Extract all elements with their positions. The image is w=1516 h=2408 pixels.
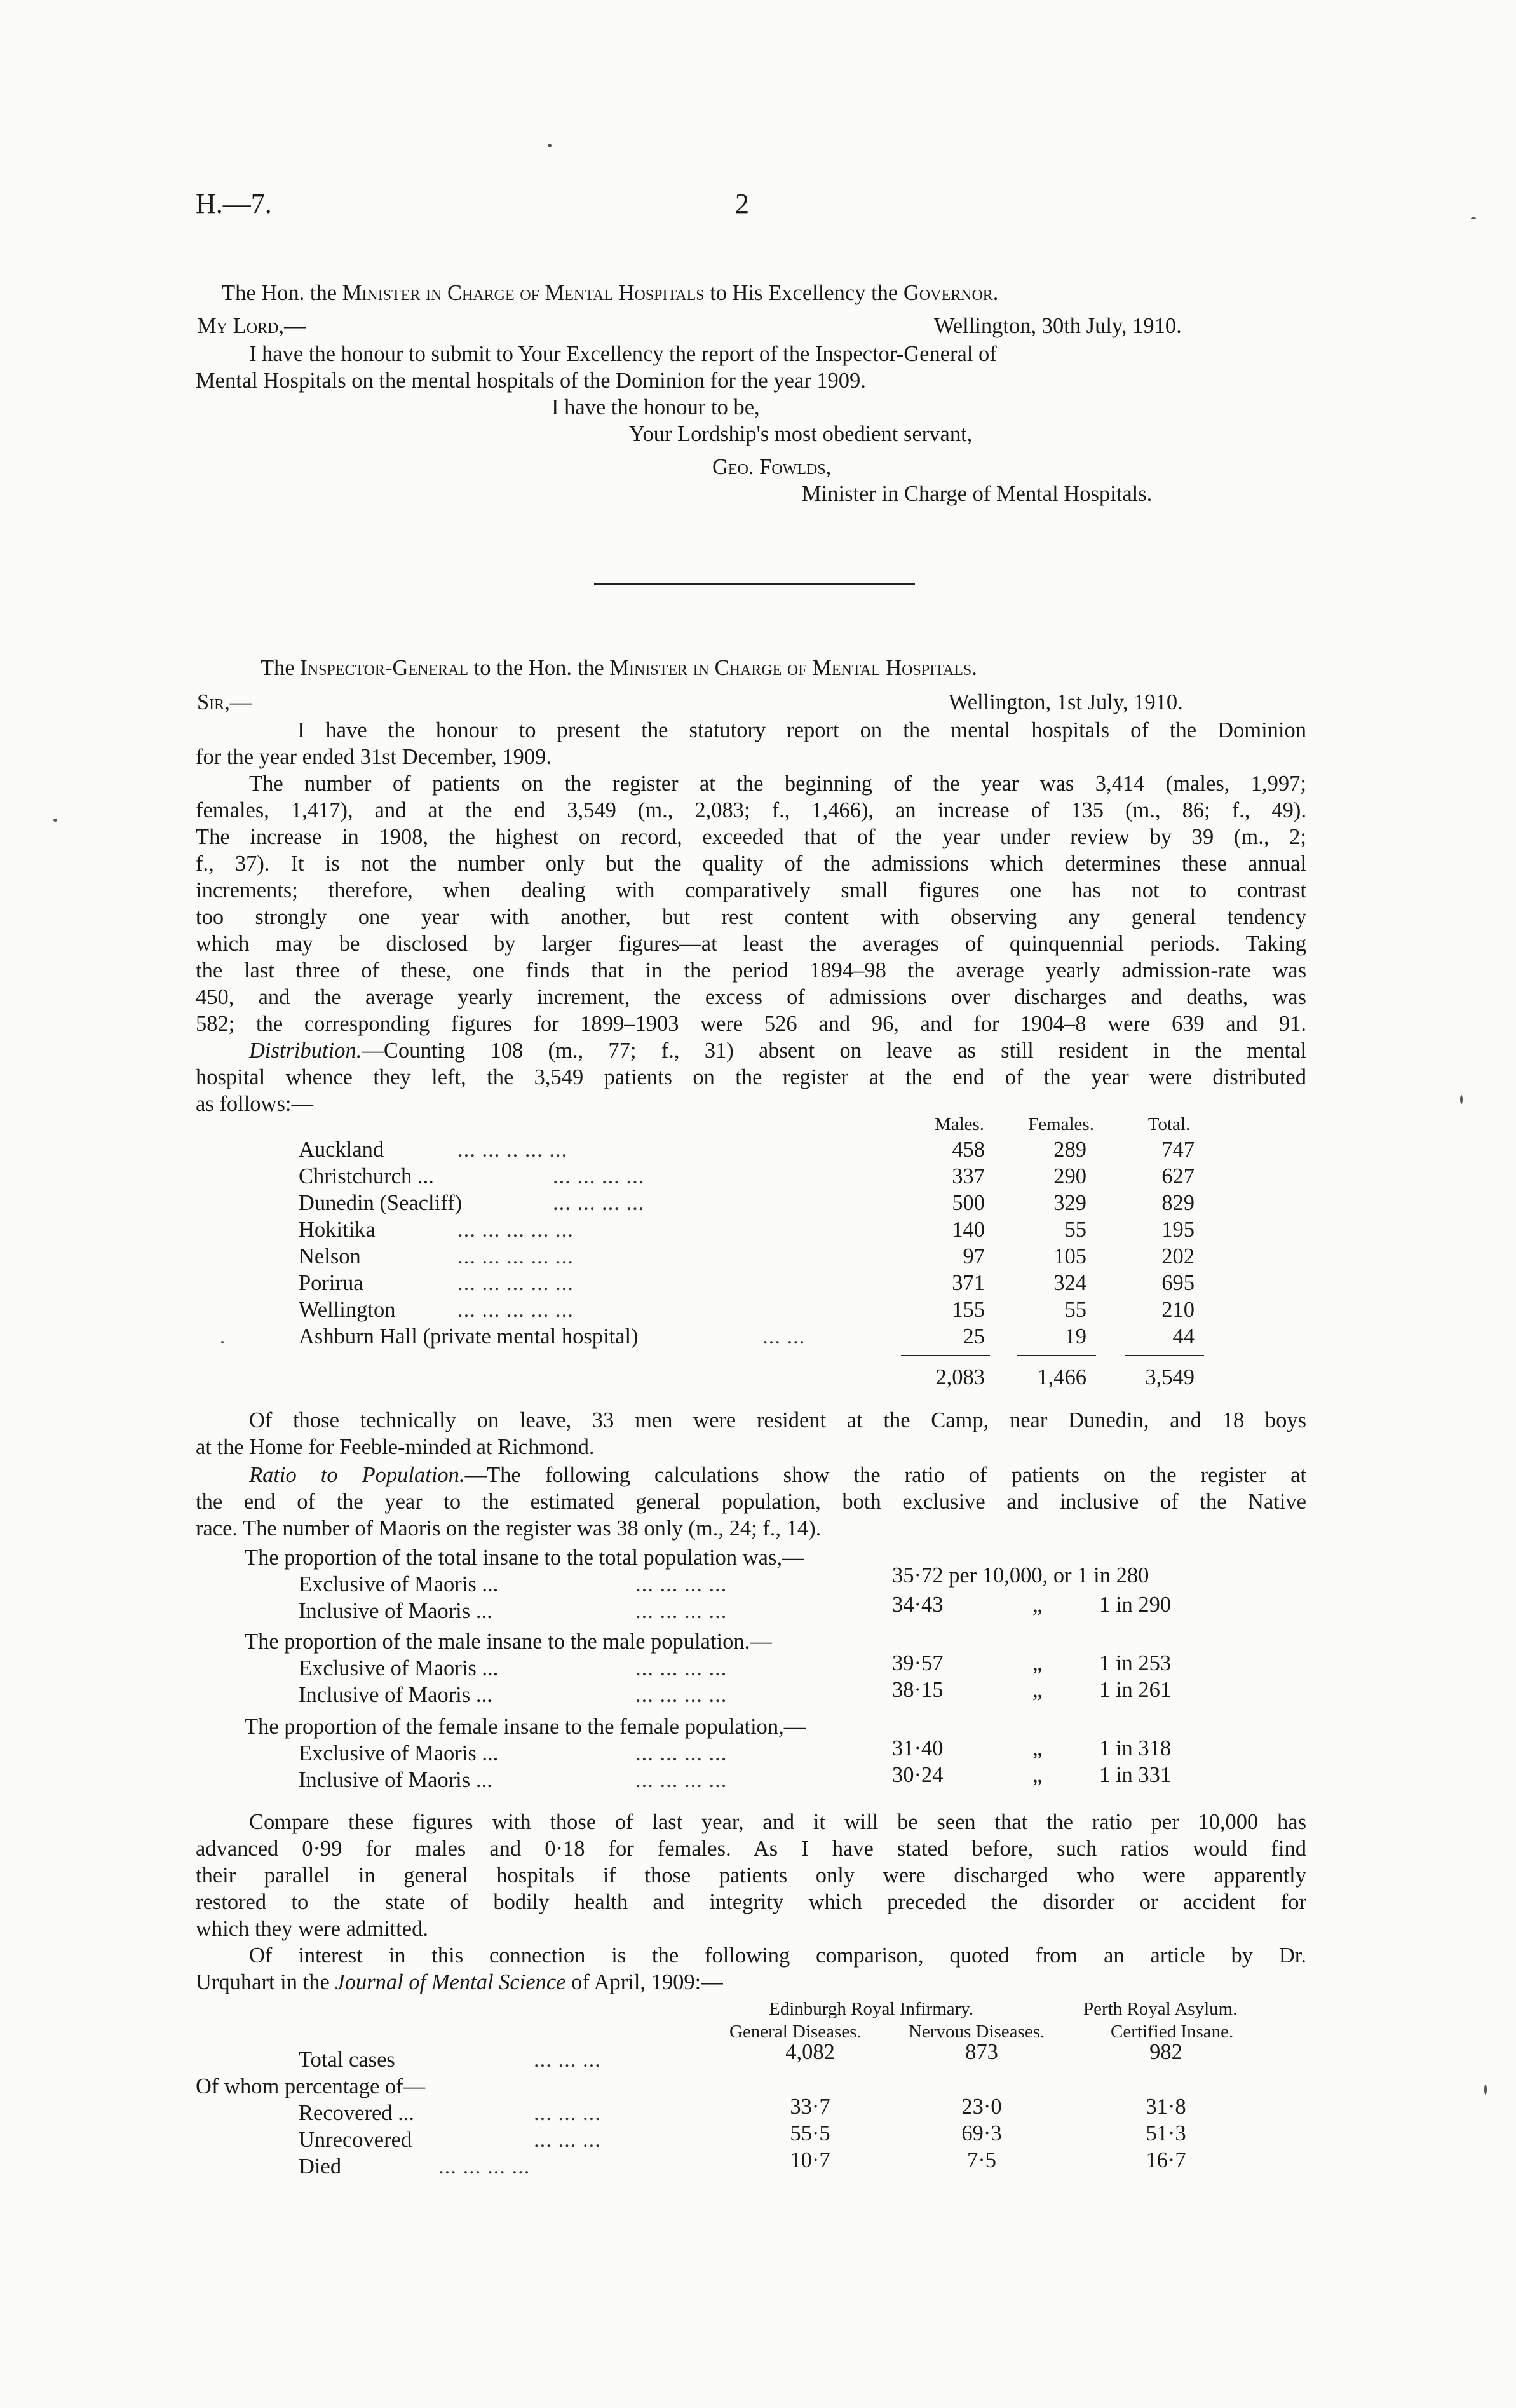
ditto-mark: „ <box>1032 1763 1043 1787</box>
ratio-value: 35·72 per 10,000, or 1 in 280 <box>892 1563 1149 1588</box>
table-row-label: Auckland <box>299 1138 384 1162</box>
letter1-heading: The Hon. the Minister in Charge of Mental Hospitals to His Excellency the Governor. <box>222 281 999 305</box>
total-cases-label: Total cases <box>299 2048 395 2072</box>
total-males: 2,083 <box>935 1365 985 1389</box>
leader-dots: ... ... ... ... <box>635 1599 728 1623</box>
ratio-group-head: The proportion of the total insane to the total population was,— <box>245 1546 804 1570</box>
cell-females: 55 <box>1064 1298 1086 1322</box>
interest-line: Of interest in this connection is the following comparison, quoted from an article by Dr. <box>249 1943 1306 1968</box>
compare-line: their parallel in general hospitals if those patients only were discharged who were apparently <box>196 1863 1306 1888</box>
para-line: the last three of these, one finds that in the period 1894–98 the average yearly admission-rate was <box>196 958 1306 983</box>
leader-dots: ... ... ... ... <box>635 1572 728 1596</box>
table-row-label: Ashburn Hall (private mental hospital) <box>299 1324 639 1349</box>
pct-certified: 51·3 <box>1146 2121 1186 2146</box>
ditto-mark: „ <box>1032 1651 1043 1675</box>
cell-males: 25 <box>963 1324 985 1349</box>
letter2-heading: The Inspector-General to the Hon. the Minister in Charge of Mental Hospitals. <box>261 656 977 680</box>
leader-dots: ... ... ... ... <box>553 1164 645 1188</box>
ditto-mark: „ <box>1032 1736 1043 1760</box>
ratio-one-in: 1 in 318 <box>1099 1736 1172 1760</box>
leader-dots: ... ... ... ... <box>635 1741 728 1765</box>
distribution-title: Distribution. <box>249 1038 362 1063</box>
journal-title: Journal of Mental Science <box>335 1970 566 1994</box>
table-row-label: Porirua <box>299 1271 363 1295</box>
para-line: increments; therefore, when dealing with comparatively small figures one has not to contrast <box>196 878 1306 902</box>
leader-dots: ... ... ... ... ... <box>457 1298 574 1322</box>
distribution-line: Distribution.—Counting 108 (m., 77; f., 31) absent on leave as still resident in the mental <box>249 1038 1306 1063</box>
table-row-label: Wellington <box>299 1298 396 1322</box>
compare-line: Compare these figures with those of last year, and it will be seen that the ratio per 10,000 has <box>249 1810 1306 1834</box>
para-line: 450, and the average yearly increment, the excess of admissions over discharges and deaths, was <box>196 985 1306 1009</box>
ratio-one-in: 1 in 261 <box>1099 1678 1172 1702</box>
pct-row-label: Unrecovered <box>299 2128 412 2152</box>
ratio-one-in: 1 in 290 <box>1099 1593 1172 1617</box>
letter1-closing: I have the honour to be, <box>552 395 760 419</box>
scan-speck <box>1460 1095 1463 1104</box>
total-females: 1,466 <box>1037 1365 1086 1389</box>
pct-general: 10·7 <box>790 2148 830 2172</box>
leader-dots: ... ... ... ... <box>553 1191 645 1215</box>
col-head-perth: Perth Royal Asylum. <box>1083 1999 1238 2019</box>
total-rule <box>1017 1355 1096 1356</box>
leader-dots: ... ... ... ... <box>438 2154 531 2179</box>
leader-dots: ... ... ... <box>534 2101 601 2125</box>
leader-dots: ... ... ... ... <box>635 1656 728 1680</box>
scan-speck <box>1471 217 1476 219</box>
ratio-value: 38·15 <box>892 1678 944 1702</box>
leave-note-line: at the Home for Feeble-minded at Richmond. <box>196 1435 595 1459</box>
ditto-mark: „ <box>1032 1593 1043 1617</box>
pct-row-label: Recovered ... <box>299 2101 415 2125</box>
cell-males: 500 <box>952 1191 985 1215</box>
percentage-head: Of whom percentage of— <box>196 2074 426 2098</box>
para-line: too strongly one year with another, but rest content with observing any general tendency <box>196 905 1306 929</box>
ratio-value: 30·24 <box>892 1763 944 1787</box>
ratio-value: 39·57 <box>892 1651 944 1675</box>
col-head-males: Males. <box>934 1114 985 1134</box>
cell-total: 44 <box>1172 1324 1195 1349</box>
leader-dots: ... ... ... ... ... <box>457 1244 574 1269</box>
ratio-row-label: Inclusive of Maoris ... <box>299 1599 492 1623</box>
cell-females: 55 <box>1064 1218 1086 1242</box>
pct-certified: 31·8 <box>1146 2095 1186 2119</box>
leader-dots: ... ... ... ... ... <box>457 1218 574 1242</box>
cell-males: 140 <box>952 1218 985 1242</box>
ratio-one-in: 1 in 253 <box>1099 1651 1172 1675</box>
pct-row-label: Died <box>299 2154 342 2179</box>
ratio-value: 34·43 <box>892 1593 944 1617</box>
letter2-salutation: Sir,— <box>197 690 252 714</box>
total-rule <box>1125 1355 1204 1356</box>
col-head-general: General Diseases. <box>729 2022 862 2042</box>
para-line: which may be disclosed by larger figures—at least the averages of quinquennial periods. Taking <box>196 932 1306 956</box>
ratio-line: the end of the year to the estimated general population, both exclusive and inclusive of the Native <box>196 1490 1306 1514</box>
para-line: females, 1,417), and at the end 3,549 (m., 2,083; f., 1,466), an increase of 135 (m., 86; f., 49). <box>196 798 1306 822</box>
cell-females: 19 <box>1064 1324 1086 1349</box>
cell-males: 371 <box>952 1271 985 1295</box>
col-head-certified: Certified Insane. <box>1111 2022 1234 2042</box>
para-line: The number of patients on the register at the beginning of the year was 3,414 (males, 1,997; <box>249 772 1306 796</box>
leave-note-line: Of those technically on leave, 33 men were resident at the Camp, near Dunedin, and 18 boys <box>249 1408 1306 1432</box>
cell-males: 155 <box>952 1298 985 1322</box>
cell-females: 105 <box>1053 1244 1086 1269</box>
interest-line: Urquhart in the Journal of Mental Science of April, 1909:— <box>196 1970 723 1994</box>
distribution-line: as follows:— <box>196 1092 313 1116</box>
letter1-body-line: Mental Hospitals on the mental hospitals of the Dominion for the year 1909. <box>196 369 866 393</box>
pct-general: 33·7 <box>790 2095 830 2119</box>
para-line: 582; the corresponding figures for 1899–1903 were 526 and 96, and for 1904–8 were 639 and 91. <box>196 1012 1306 1036</box>
distribution-line: hospital whence they left, the 3,549 patients on the register at the end of the year were distributed <box>196 1065 1306 1089</box>
col-head-females: Females. <box>1028 1114 1094 1134</box>
ratio-row-label: Exclusive of Maoris ... <box>299 1572 499 1596</box>
scan-speck <box>53 819 57 822</box>
ditto-mark: „ <box>1032 1678 1043 1702</box>
total-nervous: 873 <box>965 2040 998 2064</box>
leader-dots: ... ... ... ... <box>635 1683 728 1707</box>
table-row-label: Dunedin (Seacliff) <box>299 1191 463 1215</box>
para-line: The increase in 1908, the highest on record, exceeded that of the year under review by 39 (m., 2; <box>196 825 1306 849</box>
ratio-one-in: 1 in 331 <box>1099 1763 1172 1787</box>
col-head-total: Total. <box>1147 1114 1191 1134</box>
report-reference: H.—7. <box>196 188 272 219</box>
leader-dots: ... ... ... ... ... <box>457 1271 574 1295</box>
scan-speck <box>548 144 552 147</box>
cell-total: 829 <box>1161 1191 1195 1215</box>
ratio-row-label: Inclusive of Maoris ... <box>299 1768 492 1792</box>
col-group-head: Edinburgh Royal Infirmary. <box>769 1999 974 2019</box>
compare-line: restored to the state of bodily health and integrity which preceded the disorder or accident for <box>196 1890 1306 1914</box>
ratio-row-label: Exclusive of Maoris ... <box>299 1656 499 1680</box>
para-line: f., 37). It is not the number only but the quality of the admissions which determines these annual <box>196 852 1306 876</box>
letter1-signature: Geo. Fowlds, <box>712 455 832 479</box>
cell-females: 290 <box>1053 1164 1086 1188</box>
cell-total: 695 <box>1161 1271 1195 1295</box>
pct-general: 55·5 <box>790 2121 830 2146</box>
scan-speck <box>221 1341 224 1343</box>
cell-males: 458 <box>952 1138 985 1162</box>
letter1-closing: Your Lordship's most obedient servant, <box>629 422 973 446</box>
ratio-row-label: Exclusive of Maoris ... <box>299 1741 499 1765</box>
leader-dots: ... ... .. ... ... <box>457 1138 568 1162</box>
ratio-group-head: The proportion of the female insane to the female population,— <box>245 1715 806 1739</box>
total-total: 3,549 <box>1145 1365 1195 1389</box>
leader-dots: ... ... ... <box>534 2048 601 2072</box>
intro-line: I have the honour to present the statutory report on the mental hospitals of the Dominion <box>297 718 1306 742</box>
total-rule <box>901 1355 990 1356</box>
pct-certified: 16·7 <box>1146 2148 1186 2172</box>
ratio-line: race. The number of Maoris on the register was 38 only (m., 24; f., 14). <box>196 1516 822 1541</box>
letter1-signatory-title: Minister in Charge of Mental Hospitals. <box>802 482 1153 506</box>
compare-line: advanced 0·99 for males and 0·18 for females. As I have stated before, such ratios would find <box>196 1837 1306 1861</box>
leader-dots: ... ... <box>762 1324 806 1349</box>
leader-dots: ... ... ... ... <box>635 1768 728 1792</box>
intro-line: for the year ended 31st December, 1909. <box>196 745 552 769</box>
cell-males: 97 <box>963 1244 985 1269</box>
cell-females: 329 <box>1053 1191 1086 1215</box>
cell-males: 337 <box>952 1164 985 1188</box>
letter1-place-date: Wellington, 30th July, 1910. <box>934 314 1182 338</box>
page-number: 2 <box>735 188 749 219</box>
pct-nervous: 7·5 <box>967 2148 996 2172</box>
table-row-label: Nelson <box>299 1244 361 1269</box>
ratio-value: 31·40 <box>892 1736 944 1760</box>
total-general: 4,082 <box>785 2040 835 2064</box>
scan-speck <box>1484 2085 1487 2095</box>
cell-total: 210 <box>1161 1298 1195 1322</box>
col-head-nervous: Nervous Diseases. <box>909 2022 1045 2042</box>
ratio-line: Ratio to Population.—The following calculations show the ratio of patients on the register at <box>249 1463 1306 1487</box>
cell-total: 747 <box>1161 1138 1195 1162</box>
table-row-label: Christchurch ... <box>299 1164 434 1188</box>
section-divider <box>594 583 915 585</box>
letter1-salutation: My Lord,— <box>197 314 306 338</box>
compare-line: which they were admitted. <box>196 1917 428 1941</box>
ratio-row-label: Inclusive of Maoris ... <box>299 1683 492 1707</box>
ratio-group-head: The proportion of the male insane to the male population.— <box>245 1629 772 1654</box>
cell-females: 289 <box>1053 1138 1086 1162</box>
cell-total: 195 <box>1161 1218 1195 1242</box>
ratio-title: Ratio to Population. <box>249 1463 465 1487</box>
letter1-body-line: I have the honour to submit to Your Excellency the report of the Inspector-General of <box>249 342 997 366</box>
cell-total: 627 <box>1161 1164 1195 1188</box>
leader-dots: ... ... ... <box>534 2128 601 2152</box>
pct-nervous: 23·0 <box>961 2095 1002 2119</box>
letter2-place-date: Wellington, 1st July, 1910. <box>949 690 1183 714</box>
total-certified: 982 <box>1149 2040 1182 2064</box>
table-row-label: Hokitika <box>299 1218 376 1242</box>
pct-nervous: 69·3 <box>961 2121 1002 2146</box>
cell-females: 324 <box>1053 1271 1086 1295</box>
cell-total: 202 <box>1161 1244 1195 1269</box>
